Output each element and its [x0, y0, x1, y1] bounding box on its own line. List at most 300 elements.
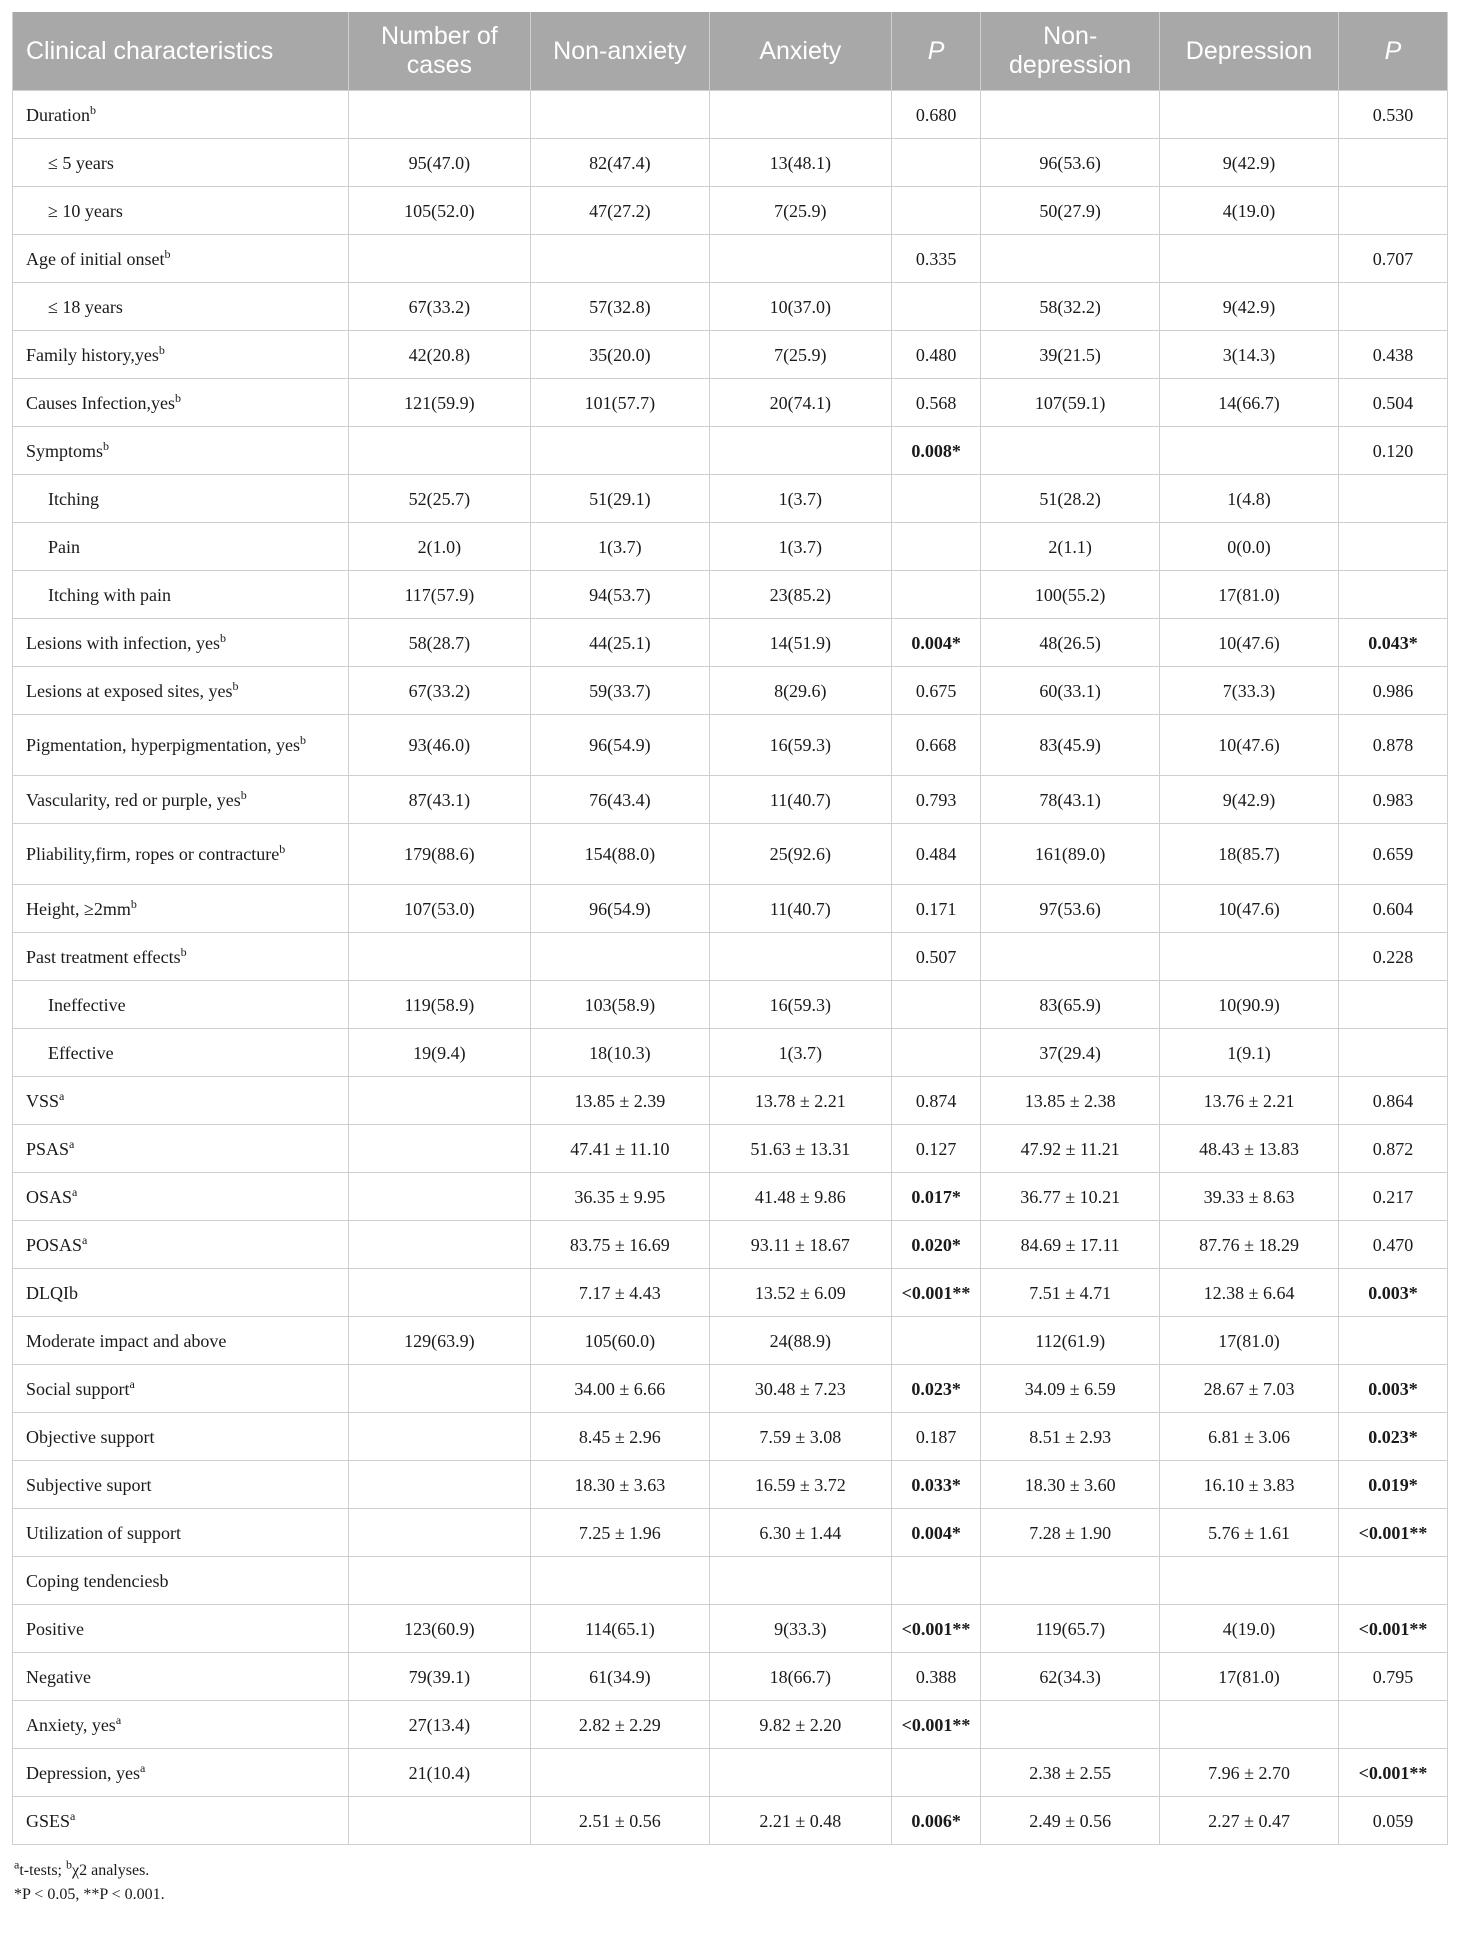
table-row — [13, 1077, 1448, 1125]
cell-depression: 1(9.1) — [1160, 1029, 1339, 1077]
row-label — [13, 981, 349, 1029]
cell-p-depression — [1338, 1029, 1447, 1077]
table-row — [13, 1461, 1448, 1509]
row-label — [13, 523, 349, 571]
table-row — [13, 1797, 1448, 1845]
cell-non-depression: 8.51 ± 2.93 — [981, 1413, 1160, 1461]
table-row — [13, 139, 1448, 187]
row-label-text: Anxiety, yes — [26, 1714, 116, 1735]
cell-p-anxiety: 0.127 — [891, 1125, 980, 1173]
cell-non-anxiety: 61(34.9) — [530, 1653, 709, 1701]
cell-p-anxiety — [891, 1029, 980, 1077]
cell-non-depression: 161(89.0) — [981, 824, 1160, 885]
cell-number-of-cases — [348, 1365, 530, 1413]
cell-p-anxiety — [891, 1317, 980, 1365]
cell-non-anxiety — [530, 91, 709, 139]
cell-number-of-cases: 58(28.7) — [348, 619, 530, 667]
cell-p-anxiety: 0.017* — [891, 1173, 980, 1221]
row-label-text: Pliability,firm, ropes or contracture — [26, 844, 280, 864]
row-label-text: Utilization of support — [26, 1522, 181, 1543]
table-row — [13, 1413, 1448, 1461]
cell-p-anxiety: <0.001** — [891, 1605, 980, 1653]
row-label — [13, 933, 349, 981]
cell-number-of-cases — [348, 91, 530, 139]
cell-depression: 4(19.0) — [1160, 187, 1339, 235]
cell-p-depression — [1338, 1317, 1447, 1365]
cell-non-anxiety: 8.45 ± 2.96 — [530, 1413, 709, 1461]
cell-p-depression: <0.001** — [1338, 1509, 1447, 1557]
cell-p-anxiety: <0.001** — [891, 1701, 980, 1749]
cell-number-of-cases — [348, 1125, 530, 1173]
cell-number-of-cases: 129(63.9) — [348, 1317, 530, 1365]
cell-number-of-cases — [348, 1413, 530, 1461]
cell-anxiety: 9(33.3) — [709, 1605, 891, 1653]
cell-number-of-cases: 105(52.0) — [348, 187, 530, 235]
row-label — [13, 1221, 349, 1269]
footnote-text-b: χ2 analyses. — [72, 1862, 150, 1879]
row-label — [13, 1173, 349, 1221]
row-label-text: DLQIb — [26, 1282, 78, 1303]
row-label-text: Subjective suport — [26, 1474, 152, 1495]
cell-number-of-cases — [348, 1797, 530, 1845]
cell-depression: 9(42.9) — [1160, 283, 1339, 331]
row-label-text: VSS — [26, 1090, 60, 1111]
cell-non-depression: 48(26.5) — [981, 619, 1160, 667]
cell-depression: 1(4.8) — [1160, 475, 1339, 523]
cell-p-anxiety: 0.680 — [891, 91, 980, 139]
cell-non-depression: 2.38 ± 2.55 — [981, 1749, 1160, 1797]
cell-anxiety: 16(59.3) — [709, 715, 891, 776]
row-label-superscript: b — [174, 390, 181, 405]
cell-non-depression: 60(33.1) — [981, 667, 1160, 715]
table-row — [13, 885, 1448, 933]
row-label-text: Symptoms — [26, 440, 104, 461]
cell-depression: 87.76 ± 18.29 — [1160, 1221, 1339, 1269]
row-label-superscript: a — [139, 1760, 146, 1775]
cell-anxiety: 20(74.1) — [709, 379, 891, 427]
cell-depression: 28.67 ± 7.03 — [1160, 1365, 1339, 1413]
row-label — [13, 1749, 349, 1797]
row-label — [13, 1269, 349, 1317]
cell-number-of-cases: 87(43.1) — [348, 776, 530, 824]
cell-non-anxiety: 59(33.7) — [530, 667, 709, 715]
cell-anxiety: 24(88.9) — [709, 1317, 891, 1365]
cell-anxiety: 16(59.3) — [709, 981, 891, 1029]
cell-p-depression: 0.504 — [1338, 379, 1447, 427]
row-label — [13, 139, 349, 187]
cell-number-of-cases — [348, 1509, 530, 1557]
cell-number-of-cases: 2(1.0) — [348, 523, 530, 571]
row-label-text: Duration — [26, 104, 90, 125]
row-label-superscript: b — [180, 944, 187, 959]
cell-depression: 5.76 ± 1.61 — [1160, 1509, 1339, 1557]
cell-non-depression: 84.69 ± 17.11 — [981, 1221, 1160, 1269]
row-label-text: Pain — [48, 536, 81, 557]
cell-p-anxiety: <0.001** — [891, 1269, 980, 1317]
cell-non-depression — [981, 427, 1160, 475]
cell-p-anxiety: 0.020* — [891, 1221, 980, 1269]
cell-depression: 6.81 ± 3.06 — [1160, 1413, 1339, 1461]
cell-non-anxiety — [530, 427, 709, 475]
cell-depression: 18(85.7) — [1160, 824, 1339, 885]
cell-non-depression — [981, 91, 1160, 139]
row-label-text: Depression, yes — [26, 1762, 140, 1783]
cell-non-anxiety: 44(25.1) — [530, 619, 709, 667]
footnote-sup-a: a — [14, 1857, 20, 1872]
cell-anxiety — [709, 91, 891, 139]
cell-p-depression: 0.659 — [1338, 824, 1447, 885]
cell-non-depression: 34.09 ± 6.59 — [981, 1365, 1160, 1413]
cell-number-of-cases: 52(25.7) — [348, 475, 530, 523]
cell-anxiety: 30.48 ± 7.23 — [709, 1365, 891, 1413]
row-label-superscript: a — [59, 1088, 65, 1103]
row-label-text: Coping tendenciesb — [26, 1570, 169, 1591]
cell-p-anxiety — [891, 571, 980, 619]
cell-p-anxiety — [891, 283, 980, 331]
table-row — [13, 1557, 1448, 1605]
cell-number-of-cases: 119(58.9) — [348, 981, 530, 1029]
cell-non-anxiety: 103(58.9) — [530, 981, 709, 1029]
row-label — [13, 1653, 349, 1701]
cell-number-of-cases: 123(60.9) — [348, 1605, 530, 1653]
row-label — [13, 1365, 349, 1413]
cell-anxiety — [709, 235, 891, 283]
cell-depression: 4(19.0) — [1160, 1605, 1339, 1653]
cell-anxiety: 7.59 ± 3.08 — [709, 1413, 891, 1461]
cell-depression: 2.27 ± 0.47 — [1160, 1797, 1339, 1845]
row-label — [13, 571, 349, 619]
cell-anxiety: 9.82 ± 2.20 — [709, 1701, 891, 1749]
footnote-sup-b: b — [66, 1857, 72, 1872]
table-row — [13, 235, 1448, 283]
cell-anxiety — [709, 427, 891, 475]
cell-anxiety: 10(37.0) — [709, 283, 891, 331]
cell-non-anxiety: 2.82 ± 2.29 — [530, 1701, 709, 1749]
cell-non-anxiety — [530, 1557, 709, 1605]
row-label — [13, 1413, 349, 1461]
table-row — [13, 283, 1448, 331]
table-row — [13, 571, 1448, 619]
row-label-text: Social support — [26, 1378, 130, 1399]
cell-number-of-cases — [348, 235, 530, 283]
table-row — [13, 824, 1448, 885]
cell-p-depression — [1338, 1701, 1447, 1749]
row-label-superscript: a — [82, 1232, 88, 1247]
row-label — [13, 824, 349, 885]
table-row — [13, 981, 1448, 1029]
cell-number-of-cases: 27(13.4) — [348, 1701, 530, 1749]
cell-non-anxiety: 18.30 ± 3.63 — [530, 1461, 709, 1509]
cell-p-anxiety — [891, 1557, 980, 1605]
cell-number-of-cases — [348, 1461, 530, 1509]
table-row — [13, 523, 1448, 571]
clinical-characteristics-table — [12, 12, 1448, 1845]
cell-non-anxiety: 35(20.0) — [530, 331, 709, 379]
row-label-superscript: a — [70, 1808, 76, 1823]
cell-p-depression: 0.059 — [1338, 1797, 1447, 1845]
cell-depression: 9(42.9) — [1160, 139, 1339, 187]
row-label — [13, 1605, 349, 1653]
cell-number-of-cases: 121(59.9) — [348, 379, 530, 427]
cell-non-depression: 83(45.9) — [981, 715, 1160, 776]
footnotes — [12, 1859, 1448, 1907]
cell-p-depression — [1338, 571, 1447, 619]
cell-non-anxiety: 51(29.1) — [530, 475, 709, 523]
cell-p-depression: 0.003* — [1338, 1365, 1447, 1413]
cell-non-anxiety: 47.41 ± 11.10 — [530, 1125, 709, 1173]
row-label — [13, 715, 349, 776]
cell-depression — [1160, 933, 1339, 981]
cell-number-of-cases: 21(10.4) — [348, 1749, 530, 1797]
cell-non-anxiety: 47(27.2) — [530, 187, 709, 235]
cell-non-depression: 58(32.2) — [981, 283, 1160, 331]
header-non-depression: Non-depression — [981, 12, 1160, 91]
cell-non-depression: 107(59.1) — [981, 379, 1160, 427]
table-row — [13, 1125, 1448, 1173]
cell-non-depression: 112(61.9) — [981, 1317, 1160, 1365]
row-label — [13, 379, 349, 427]
table-row — [13, 715, 1448, 776]
cell-depression: 10(47.6) — [1160, 715, 1339, 776]
cell-anxiety: 8(29.6) — [709, 667, 891, 715]
cell-depression — [1160, 427, 1339, 475]
row-label — [13, 235, 349, 283]
cell-non-anxiety: 96(54.9) — [530, 715, 709, 776]
cell-p-anxiety — [891, 187, 980, 235]
cell-p-anxiety: 0.335 — [891, 235, 980, 283]
cell-non-depression: 97(53.6) — [981, 885, 1160, 933]
cell-number-of-cases: 95(47.0) — [348, 139, 530, 187]
cell-non-depression: 7.28 ± 1.90 — [981, 1509, 1160, 1557]
cell-depression: 12.38 ± 6.64 — [1160, 1269, 1339, 1317]
cell-depression: 7(33.3) — [1160, 667, 1339, 715]
cell-non-anxiety: 105(60.0) — [530, 1317, 709, 1365]
row-label-text: POSAS — [26, 1234, 83, 1255]
cell-number-of-cases: 107(53.0) — [348, 885, 530, 933]
table-row — [13, 187, 1448, 235]
cell-non-depression: 119(65.7) — [981, 1605, 1160, 1653]
cell-number-of-cases: 42(20.8) — [348, 331, 530, 379]
table-row — [13, 776, 1448, 824]
cell-p-depression: 0.872 — [1338, 1125, 1447, 1173]
cell-number-of-cases — [348, 1557, 530, 1605]
cell-p-anxiety: 0.568 — [891, 379, 980, 427]
cell-p-depression — [1338, 523, 1447, 571]
cell-p-depression: 0.003* — [1338, 1269, 1447, 1317]
cell-depression: 13.76 ± 2.21 — [1160, 1077, 1339, 1125]
cell-number-of-cases: 93(46.0) — [348, 715, 530, 776]
cell-non-anxiety: 101(57.7) — [530, 379, 709, 427]
table-row — [13, 1749, 1448, 1797]
cell-anxiety: 13.52 ± 6.09 — [709, 1269, 891, 1317]
cell-p-anxiety: 0.033* — [891, 1461, 980, 1509]
cell-p-depression: 0.043* — [1338, 619, 1447, 667]
cell-p-depression — [1338, 187, 1447, 235]
cell-anxiety — [709, 1749, 891, 1797]
cell-non-depression: 7.51 ± 4.71 — [981, 1269, 1160, 1317]
cell-p-depression: 0.019* — [1338, 1461, 1447, 1509]
row-label-superscript: a — [115, 1712, 122, 1727]
cell-anxiety: 11(40.7) — [709, 885, 891, 933]
cell-p-depression: <0.001** — [1338, 1749, 1447, 1797]
row-label-superscript: b — [232, 678, 239, 693]
cell-non-depression — [981, 1701, 1160, 1749]
row-label — [13, 283, 349, 331]
table-row — [13, 379, 1448, 427]
cell-anxiety: 2.21 ± 0.48 — [709, 1797, 891, 1845]
cell-non-depression: 13.85 ± 2.38 — [981, 1077, 1160, 1125]
cell-non-depression: 39(21.5) — [981, 331, 1160, 379]
cell-number-of-cases — [348, 427, 530, 475]
cell-depression: 10(47.6) — [1160, 885, 1339, 933]
row-label — [13, 1125, 349, 1173]
cell-p-depression: 0.604 — [1338, 885, 1447, 933]
row-label — [13, 331, 349, 379]
cell-non-anxiety: 7.25 ± 1.96 — [530, 1509, 709, 1557]
row-label — [13, 91, 349, 139]
row-label-text: Lesions with infection, yes — [26, 632, 220, 653]
row-label — [13, 776, 349, 824]
table-row — [13, 1701, 1448, 1749]
cell-depression: 17(81.0) — [1160, 1317, 1339, 1365]
row-label-superscript: b — [279, 842, 286, 856]
cell-non-depression: 47.92 ± 11.21 — [981, 1125, 1160, 1173]
cell-non-depression: 78(43.1) — [981, 776, 1160, 824]
cell-anxiety: 1(3.7) — [709, 1029, 891, 1077]
table-row — [13, 1605, 1448, 1653]
cell-anxiety: 11(40.7) — [709, 776, 891, 824]
row-label-superscript: a — [129, 1376, 135, 1391]
cell-non-depression — [981, 235, 1160, 283]
cell-p-depression: <0.001** — [1338, 1605, 1447, 1653]
row-label-text: Effective — [48, 1042, 114, 1063]
header-clinical-characteristics: Clinical characteristics — [13, 12, 349, 91]
cell-non-anxiety — [530, 1749, 709, 1797]
cell-non-anxiety: 96(54.9) — [530, 885, 709, 933]
cell-p-anxiety — [891, 981, 980, 1029]
row-label — [13, 1509, 349, 1557]
table-row — [13, 619, 1448, 667]
row-label-superscript: b — [89, 102, 96, 117]
cell-p-depression: 0.707 — [1338, 235, 1447, 283]
cell-non-depression: 51(28.2) — [981, 475, 1160, 523]
cell-non-anxiety: 36.35 ± 9.95 — [530, 1173, 709, 1221]
row-label — [13, 1461, 349, 1509]
cell-p-depression: 0.986 — [1338, 667, 1447, 715]
cell-number-of-cases — [348, 1221, 530, 1269]
cell-anxiety: 51.63 ± 13.31 — [709, 1125, 891, 1173]
cell-anxiety: 41.48 ± 9.86 — [709, 1173, 891, 1221]
row-label-superscript: b — [158, 342, 165, 357]
row-label-text: Itching with pain — [48, 584, 171, 605]
cell-p-anxiety — [891, 1749, 980, 1797]
cell-p-depression: 0.470 — [1338, 1221, 1447, 1269]
row-label-text: Family history,yes — [26, 344, 159, 365]
row-label — [13, 187, 349, 235]
cell-anxiety: 7(25.9) — [709, 187, 891, 235]
header-p-depression: P — [1338, 12, 1447, 91]
cell-p-depression: 0.023* — [1338, 1413, 1447, 1461]
cell-non-anxiety: 82(47.4) — [530, 139, 709, 187]
row-label-text: Past treatment effects — [26, 946, 181, 967]
row-label-text: Causes Infection,yes — [26, 392, 175, 413]
cell-p-anxiety: 0.668 — [891, 715, 980, 776]
cell-depression: 17(81.0) — [1160, 571, 1339, 619]
table-row — [13, 1317, 1448, 1365]
cell-non-anxiety: 34.00 ± 6.66 — [530, 1365, 709, 1413]
row-label-text: Lesions at exposed sites, yes — [26, 680, 233, 701]
cell-non-depression: 2(1.1) — [981, 523, 1160, 571]
row-label-text: Negative — [26, 1666, 91, 1687]
row-label-superscript: a — [72, 1184, 78, 1199]
cell-non-depression — [981, 1557, 1160, 1605]
row-label — [13, 1077, 349, 1125]
table-row — [13, 667, 1448, 715]
row-label-superscript: b — [299, 733, 306, 747]
cell-non-anxiety: 83.75 ± 16.69 — [530, 1221, 709, 1269]
cell-depression: 10(90.9) — [1160, 981, 1339, 1029]
cell-p-anxiety: 0.004* — [891, 619, 980, 667]
cell-depression — [1160, 235, 1339, 283]
header-depression: Depression — [1160, 12, 1339, 91]
cell-depression: 48.43 ± 13.83 — [1160, 1125, 1339, 1173]
cell-anxiety: 13(48.1) — [709, 139, 891, 187]
cell-anxiety: 93.11 ± 18.67 — [709, 1221, 891, 1269]
cell-p-depression: 0.228 — [1338, 933, 1447, 981]
table-row — [13, 933, 1448, 981]
cell-number-of-cases: 117(57.9) — [348, 571, 530, 619]
cell-p-depression: 0.217 — [1338, 1173, 1447, 1221]
cell-non-depression: 100(55.2) — [981, 571, 1160, 619]
cell-p-depression — [1338, 139, 1447, 187]
cell-non-anxiety — [530, 933, 709, 981]
row-label-superscript: a — [69, 1136, 75, 1151]
cell-number-of-cases: 19(9.4) — [348, 1029, 530, 1077]
cell-p-anxiety: 0.793 — [891, 776, 980, 824]
footnote-significance: *P < 0.05, **P < 0.001. — [14, 1886, 165, 1903]
cell-p-anxiety — [891, 523, 980, 571]
cell-p-anxiety: 0.675 — [891, 667, 980, 715]
cell-p-depression: 0.983 — [1338, 776, 1447, 824]
row-label-text: ≤ 5 years — [48, 152, 114, 173]
cell-p-depression: 0.864 — [1338, 1077, 1447, 1125]
row-label — [13, 1557, 349, 1605]
cell-number-of-cases: 179(88.6) — [348, 824, 530, 885]
cell-non-anxiety: 76(43.4) — [530, 776, 709, 824]
cell-non-depression: 37(29.4) — [981, 1029, 1160, 1077]
cell-anxiety: 1(3.7) — [709, 475, 891, 523]
cell-p-anxiety: 0.023* — [891, 1365, 980, 1413]
footnote-text-a: t-tests; — [19, 1862, 66, 1879]
row-label-text: Ineffective — [48, 994, 126, 1015]
cell-anxiety: 16.59 ± 3.72 — [709, 1461, 891, 1509]
cell-p-depression: 0.530 — [1338, 91, 1447, 139]
cell-p-depression: 0.120 — [1338, 427, 1447, 475]
cell-p-anxiety: 0.187 — [891, 1413, 980, 1461]
row-label-text: ≥ 10 years — [48, 200, 123, 221]
row-label-superscript: b — [219, 630, 226, 645]
cell-p-depression: 0.878 — [1338, 715, 1447, 776]
row-label-text: Pigmentation, hyperpigmentation, yes — [26, 735, 300, 755]
cell-non-depression — [981, 933, 1160, 981]
cell-depression: 14(66.7) — [1160, 379, 1339, 427]
row-label — [13, 1029, 349, 1077]
table-row — [13, 1173, 1448, 1221]
row-label-superscript: b — [103, 438, 110, 453]
table-row — [13, 331, 1448, 379]
table-row — [13, 475, 1448, 523]
row-label-superscript: b — [130, 896, 137, 911]
